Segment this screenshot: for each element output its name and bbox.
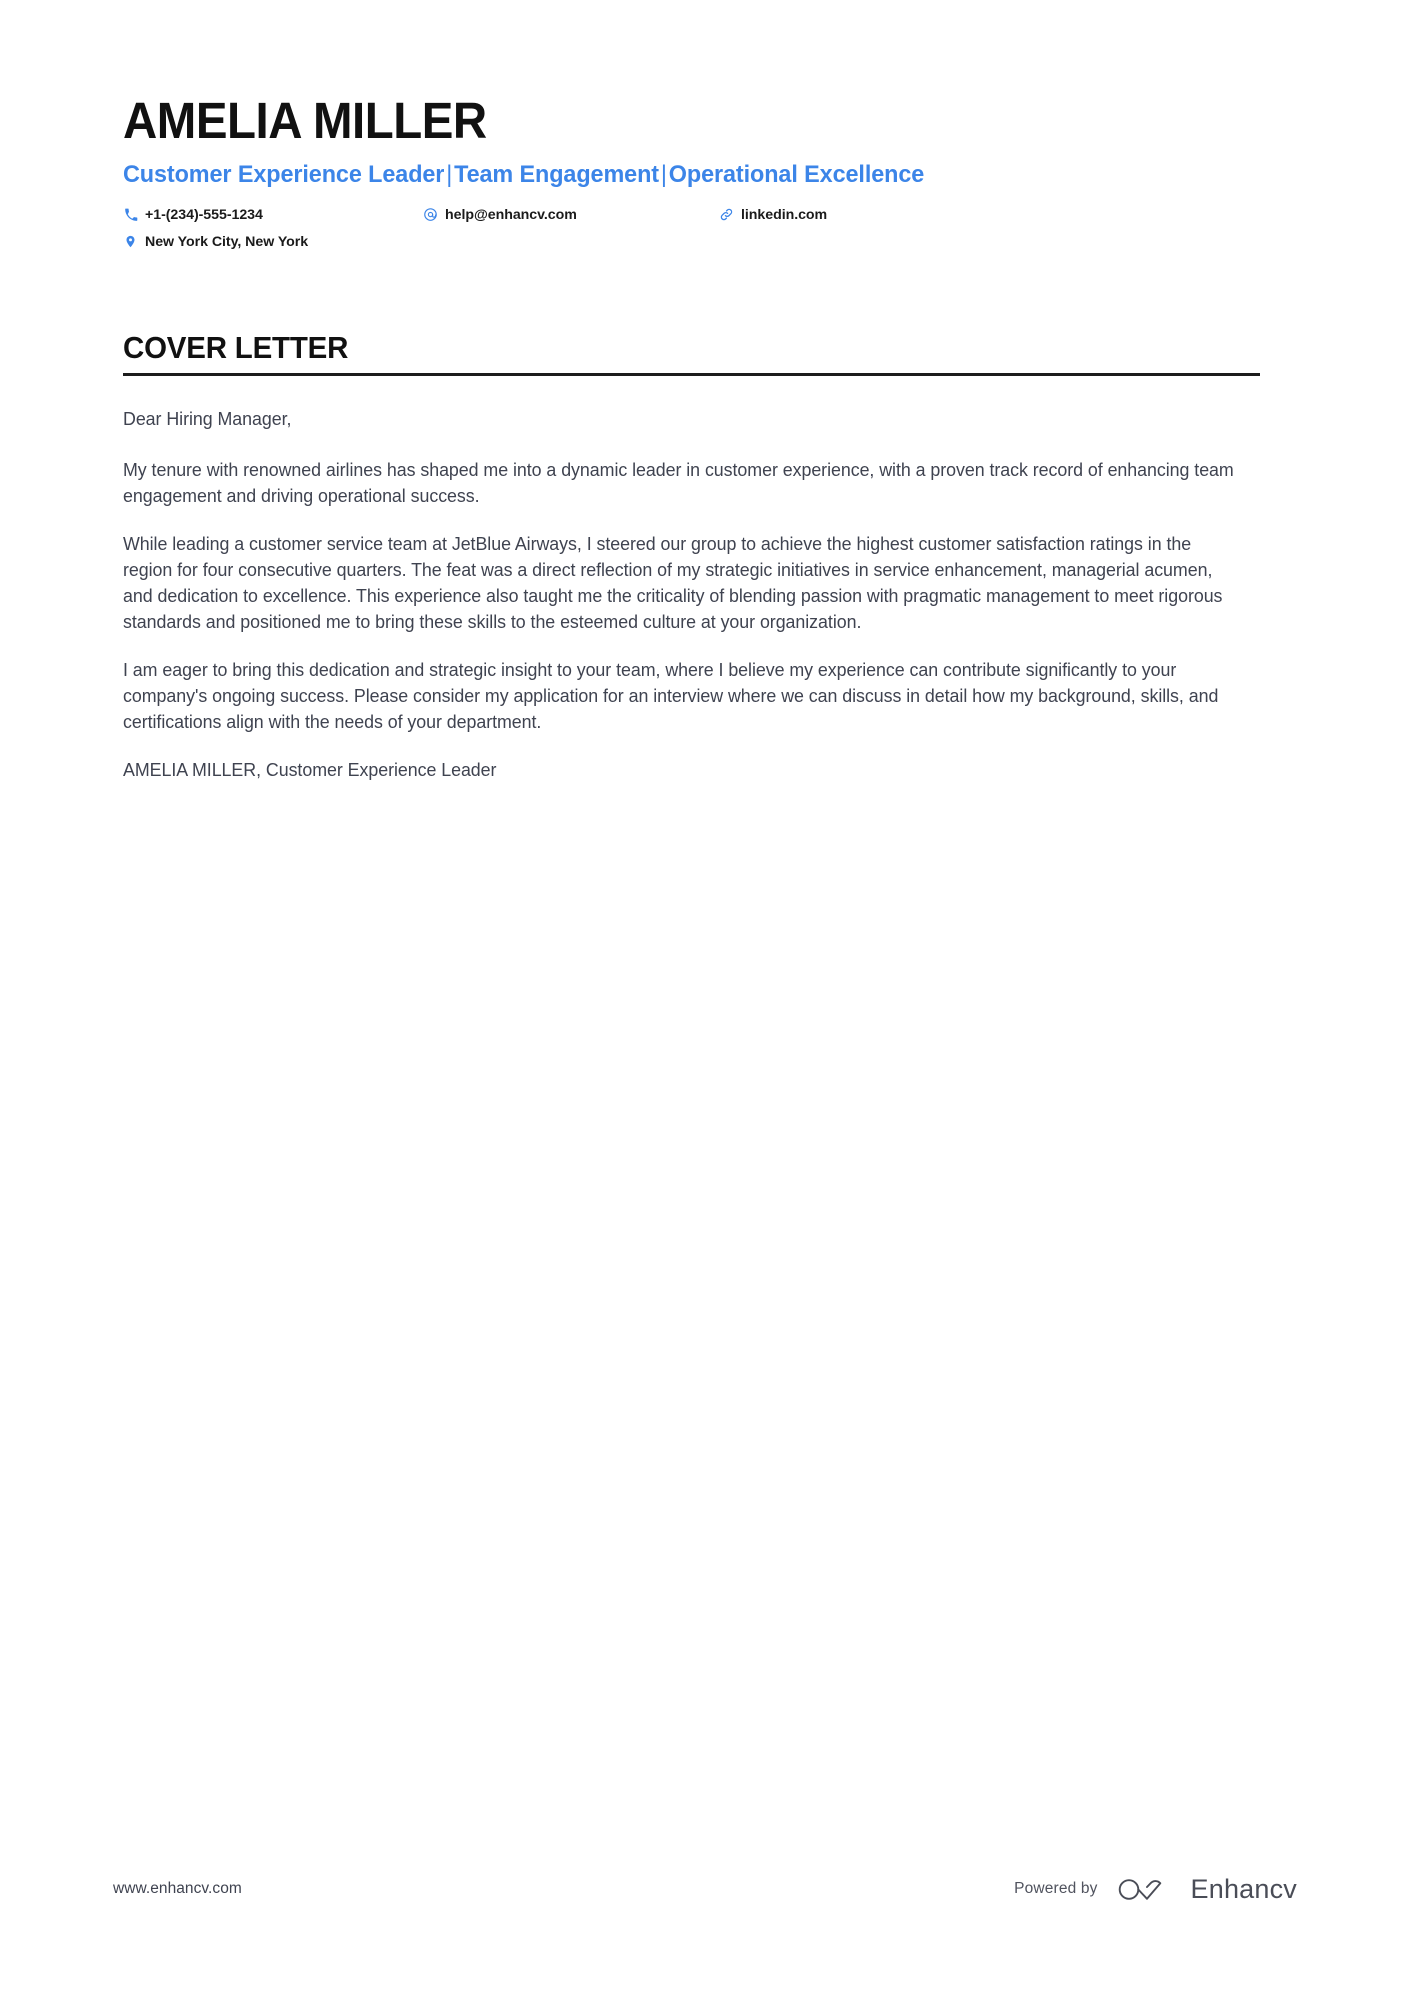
cover-letter-section (123, 329, 1260, 784)
link-icon (719, 207, 734, 222)
contact-linkedin-label: linkedin.com (741, 206, 828, 223)
letter-paragraph-2: While leading a customer service team at JetBlue Airways, I steered our group to achieve the highest customer satisfaction ratings in the region for four consecutive quarters. The feat was a direct reflection of my strategic initiatives in service enhancement, managerial acumen, and dedication to excellence. This experience also taught me the criticality of blending passion with pragmatic management to meet rigorous standards and positioned me to bring these skills to the esteemed culture at your organization. (123, 534, 1223, 632)
contact-email[interactable] (423, 207, 719, 223)
letter-salutation: Dear Hiring Manager, (123, 409, 292, 430)
contact-block (123, 207, 1260, 261)
headline-separator-1: | (446, 161, 453, 189)
headline-separator-2: | (660, 161, 667, 189)
enhancv-wordmark: Enhancv (1190, 1873, 1297, 1904)
headline-part-1: Customer Experience Leader (123, 161, 445, 189)
letter-paragraph-1: My tenure with renowned airlines has shaped me into a dynamic leader in customer experience, with a proven track record of enhancing team engagement and driving operational success. (123, 460, 1234, 506)
email-icon (423, 207, 438, 222)
contact-row-2 (123, 234, 1260, 261)
enhancv-mark-icon (1116, 1874, 1178, 1904)
contact-linkedin[interactable] (719, 207, 1019, 223)
letter-header (123, 0, 1260, 261)
contact-email-label: help@enhancv.com (445, 206, 577, 223)
location-icon (123, 234, 138, 249)
powered-by-label: Powered by (1014, 1880, 1098, 1897)
contact-location[interactable] (123, 234, 423, 250)
contact-location-label: New York City, New York (145, 233, 309, 250)
contact-phone[interactable] (123, 207, 423, 223)
page-content (123, 0, 1260, 784)
letter-body (123, 407, 1260, 784)
headline-part-3: Operational Excellence (668, 161, 925, 189)
section-divider (123, 373, 1260, 376)
phone-icon (123, 207, 138, 222)
headline-part-2: Team Engagement (454, 161, 659, 189)
enhancv-logo (1116, 1874, 1297, 1904)
letter-signature: AMELIA MILLER, Customer Experience Leader (123, 760, 497, 781)
footer-website-url[interactable]: www.enhancv.com (113, 1880, 242, 1897)
candidate-name: AMELIA MILLER (123, 92, 487, 149)
candidate-headline (123, 159, 1209, 191)
contact-phone-label: +1-(234)-555-1234 (145, 206, 263, 223)
contact-row-1 (123, 207, 1260, 234)
letter-paragraph-3: I am eager to bring this dedication and strategic insight to your team, where I believe my experience can contribute significantly to your company's ongoing success. Please consider my application for an interview where we can discuss in detail how my background, skills, and certifications align with the needs of your department. (123, 660, 1219, 732)
section-title-cover-letter: COVER LETTER (123, 329, 349, 365)
footer-branding (1014, 1874, 1297, 1904)
page-footer (113, 1874, 1297, 1904)
